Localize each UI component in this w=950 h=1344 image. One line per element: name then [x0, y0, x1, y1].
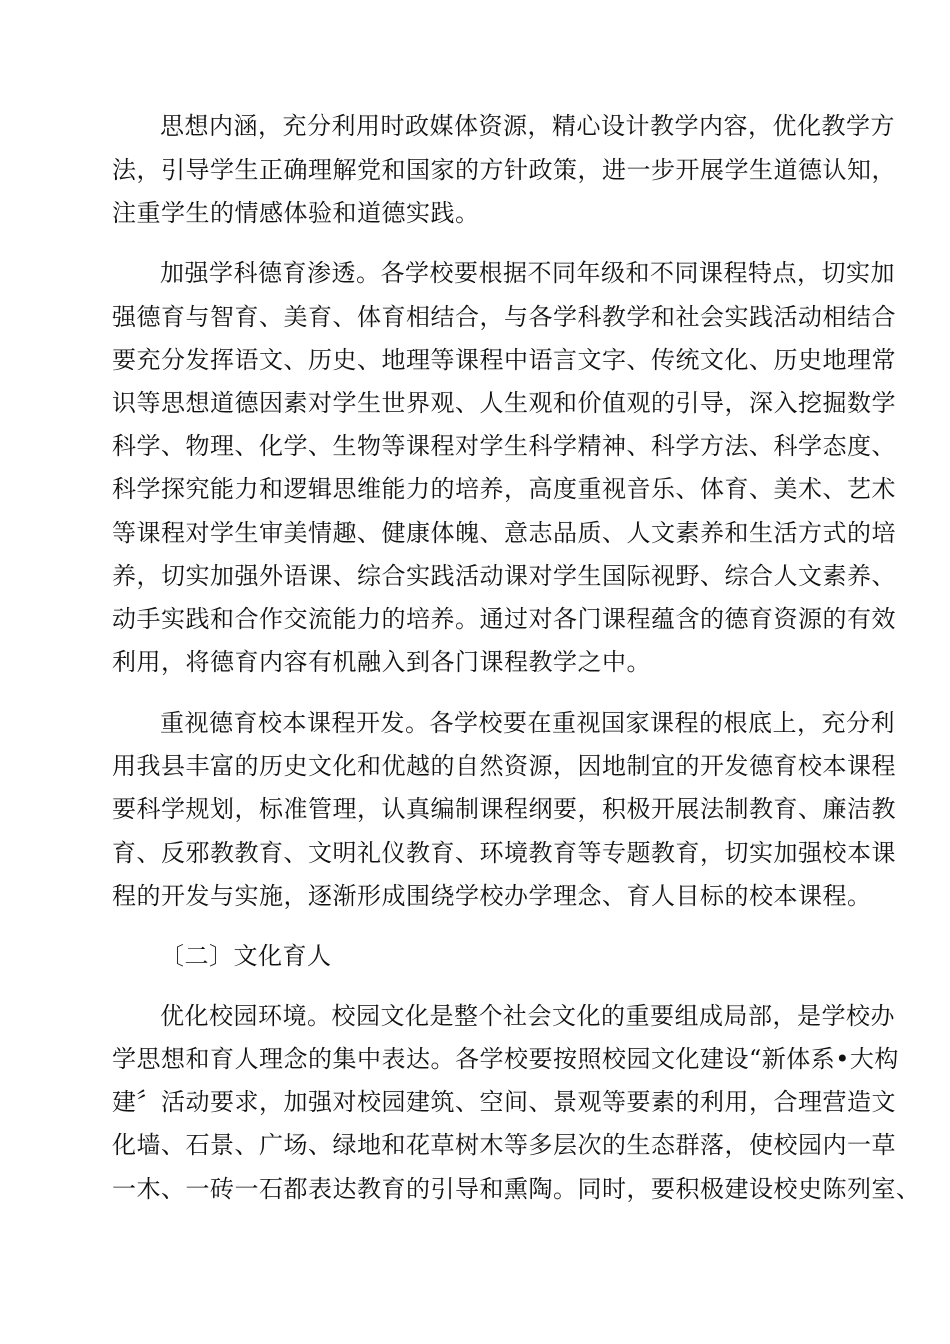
paragraph-4-line-4: 化墙、石景、广场、绿地和花草树木等多层次的生态群落，使校园内一草: [112, 1131, 896, 1159]
paragraph-3-line-5: 程的开发与实施，逐渐形成围绕学校办学理念、育人目标的校本课程。: [112, 882, 872, 910]
paragraph-4-line-2: 学思想和育人理念的集中表达。各学校要按照校园文化建设“新体系•大构: [112, 1045, 899, 1073]
paragraph-3-line-4: 育、反邪教教育、文明礼仪教育、环境教育等专题教育，切实加强校本课: [112, 839, 896, 867]
paragraph-2-line-5: 科学、物理、化学、生物等课程对学生科学精神、科学方法、科学态度、: [112, 432, 896, 460]
paragraph-2-line-6: 科学探究能力和逻辑思维能力的培养，高度重视音乐、体育、美术、艺术: [112, 475, 896, 503]
paragraph-2-line-2: 强德育与智育、美育、体育相结合，与各学科教学和社会实践活动相结合: [112, 303, 896, 331]
paragraph-4-line-5: 一木、一砖一石都表达教育的引导和熏陶。同时，要积极建设校史陈列室、: [112, 1175, 921, 1203]
paragraph-1-line-3: 注重学生的情感体验和道德实践。: [112, 199, 480, 227]
paragraph-2-line-8: 养，切实加强外语课、综合实践活动课对学生国际视野、综合人文素养、: [112, 562, 896, 590]
paragraph-2-line-10: 利用，将德育内容有机融入到各门课程教学之中。: [112, 648, 651, 676]
paragraph-1-line-2: 法，引导学生正确理解党和国家的方针政策，进一步开展学生道德认知，: [112, 156, 896, 184]
paragraph-2-line-4: 识等思想道德因素对学生世界观、人生观和价值观的引导，深入挖掘数学: [112, 389, 896, 417]
paragraph-2-line-9: 动手实践和合作交流能力的培养。通过对各门课程蕴含的德育资源的有效: [112, 605, 896, 633]
paragraph-2-line-3: 要充分发挥语文、历史、地理等课程中语言文字、传统文化、历史地理常: [112, 346, 896, 374]
paragraph-4-line-1: 优化校园环境。校园文化是整个社会文化的重要组成局部，是学校办: [160, 1002, 895, 1030]
paragraph-1-line-1: 思想内涵，充分利用时政媒体资源，精心设计教学内容，优化教学方: [160, 112, 895, 140]
paragraph-3-line-3: 要科学规划，标准管理，认真编制课程纲要，积极开展法制教育、廉洁教: [112, 795, 896, 823]
paragraph-3-line-1: 重视德育校本课程开发。各学校要在重视国家课程的根底上，充分利: [160, 709, 895, 737]
paragraph-2-line-1: 加强学科德育渗透。各学校要根据不同年级和不同课程特点，切实加: [160, 259, 895, 287]
paragraph-2-line-7: 等课程对学生审美情趣、健康体魄、意志品质、人文素养和生活方式的培: [112, 519, 896, 547]
paragraph-4-line-3: 建〞活动要求，加强对校园建筑、空间、景观等要素的利用，合理营造文: [112, 1088, 896, 1116]
paragraph-3-line-2: 用我县丰富的历史文化和优越的自然资源，因地制宜的开发德育校本课程: [112, 752, 896, 780]
section-heading: 〔二〕文化育人: [160, 942, 332, 970]
